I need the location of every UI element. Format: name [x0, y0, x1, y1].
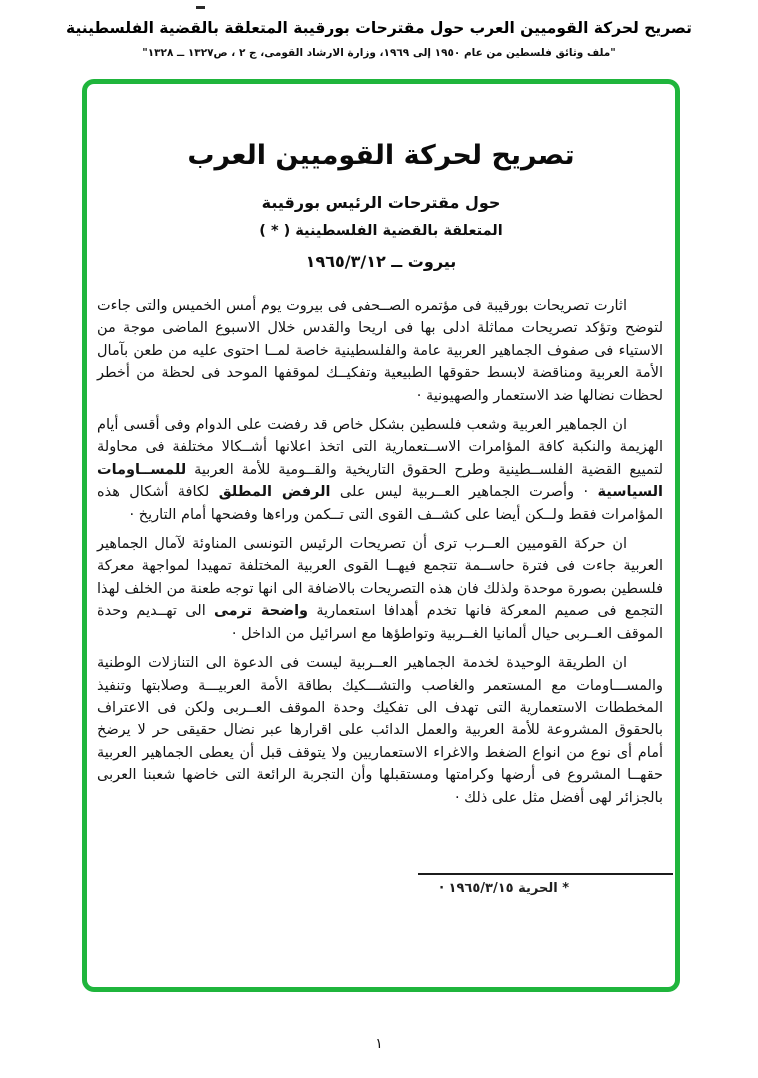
document-subtitle-line2: المتعلقة بالقضية الفلسطينية ( * ) [259, 223, 503, 239]
paragraph-3 [97, 533, 663, 645]
text-run: · وأصرت الجماهير العــربية ليس على [330, 484, 598, 501]
page-header-title: تصريح لحركة القوميين العرب حول مقترحات بورقيبة المتعلقة بالقضية الفلسطينية [66, 19, 692, 37]
page-header-source-citation: "ملف وثائق فلسطين من عام ١٩٥٠ إلى ١٩٦٩، وزارة الارشاد القومى، ج ٢ ، ص١٣٢٧ ــ ١٣٢٨" [142, 47, 616, 59]
text-run: واضحة ترمى [214, 603, 309, 620]
green-border-frame [82, 79, 680, 992]
document-body [97, 295, 663, 809]
text-run: ان الطريقة الوحيدة لخدمة الجماهير العــربية ليست فى الدعوة الى التنازلات الوطنية والمســـاومات مع المستعمر والغاصب والتشـــكيك بطاقة الأمة العربيـــة وصلابتها وتنفيذ المخططات الاستعمارية التى تهدف الى تفكيك وحدة الموقف العــربى ولكن فى الاعتراف بالحقوق المشروعة للأمة العربية والعمل الدائب على اقرارها عبر نضال حقيقى حر لا يرضخ أمام أى نوع من انواع الضغط والاغراء الاستعماريين ولا يتوقف قبل أن يعطى الجماهير العربية حقهــا المشروع فى أرضها وكرامتها ومستقبلها وأن التجربة الرائعة التى خاضها شعبنا العربى بالجزائر لهى أفضل مثل على ذلك · [97, 655, 663, 806]
paragraph-4 [97, 652, 663, 809]
paragraph-1 [97, 295, 663, 407]
page-number: ١ [375, 1036, 383, 1052]
footnote-divider [418, 873, 673, 875]
text-run: الرفض المطلق [218, 484, 331, 501]
text-run: ان حركة القوميين العــرب ترى أن تصريحات الرئيس التونسى المناوئة لآمال الجماهير العربية جاءت فى فترة حاســمة تتجمع فيهــا القوى العربية المختلفة تمهيدا لمواجهة معركة فلسطين بصورة موحدة ولذلك فان هذه التصريحات بالاضافة الى انها توجه طعنة من الخلف لهذا التجمع فى صميم المعركة فانها تخدم أهدافا استعمارية [97, 536, 663, 620]
text-run: لكافة أشكال هذه المؤامرات فقط ولــكن أيضا على كشــف القوى التى تــكمن وراءها وفضحها أمام التاريخ · [97, 484, 663, 523]
text-run: ان الجماهير العربية وشعب فلسطين بشكل خاص قد رفضت على الدوام وفى أقسى أيام الهزيمة والنكبة كافة المؤامرات الاســتعمارية التى اتخذ اعلانها أشــكالا مختلفة فى محاولة لتمييع القضية الفلســطينية وطرح الحقوق التاريخية والقــومية للأمة العربية [97, 417, 663, 478]
text-run: اثارت تصريحات بورقيبة فى مؤتمره الصــحفى فى بيروت يوم أمس الخميس والتى جاءت لتوضح وتؤكد تصريحات مماثلة ادلى بها فى اريحا والقدس خلال الاسبوع الماضى موجة من الاستياء فى صفوف الجماهير العربية عامة والفلسطينية خاصة لمــا احتوى عليه من طعن بآمال الأمة العربية ومناقضة لابسط حقوقها الطبيعية وتفكيــك لموقفها الموحد فى لحظة من أخطر لحظات نضالها ضد الاستعمار والصهيونية · [97, 298, 663, 404]
text-run: الى تهــديم وحدة الموقف العــربى حيال ألمانيا الغــربية وتواطؤها مع اسرائيل من الداخل · [97, 603, 663, 642]
footnote: * الحرية ١٩٦٥/٣/١٥ · [439, 881, 569, 896]
paragraph-2 [97, 414, 663, 526]
document-subtitle-line1: حول مقترحات الرئيس بورقيبة [261, 193, 501, 212]
document-dateline: بيروت ــ ١٩٦٥/٣/١٢ [305, 252, 457, 271]
text-run: للمســاومات السياسية [97, 461, 663, 501]
document-title: تصريح لحركة القوميين العرب [187, 140, 575, 171]
page-header [0, 0, 758, 59]
